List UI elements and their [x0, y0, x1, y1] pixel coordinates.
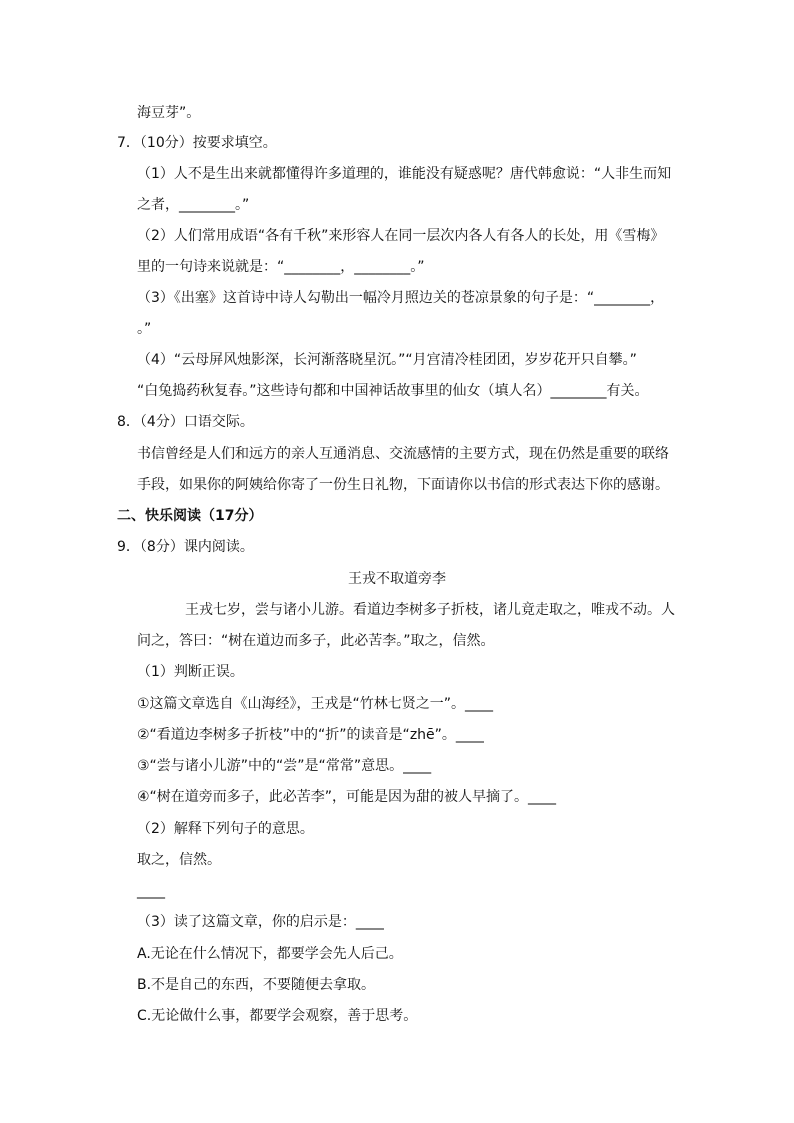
text-line: （2）解释下列句子的意思。 [137, 821, 314, 837]
text-line: （1）判断正误。 [137, 664, 244, 680]
text-line: 里的一句诗来说就是：“________，________。” [137, 259, 425, 275]
text-line: 手段，如果你的阿姨给你寄了一份生日礼物，下面请你以书信的形式表达下你的感谢。 [137, 477, 669, 493]
section-heading: 二、快乐阅读（17分） [117, 508, 263, 524]
text-line: ③“尝与诸小儿游”中的“尝”是“常常”意思。____ [137, 758, 432, 774]
text-line: 海豆芽”。 [137, 105, 201, 121]
question-7-heading: 7．（10分）按要求填空。 [117, 135, 277, 151]
text-line: 书信曾经是人们和远方的亲人互通消息、交流感情的主要方式，现在仍然是重要的联络 [137, 446, 669, 462]
text-line: 。” [137, 321, 152, 337]
text-line: （1）人不是生出来就都懂得许多道理的，谁能没有疑惑呢？唐代韩愈说：“人非生而知 [137, 166, 672, 182]
text-line: （2）人们常用成语“各有千秋”来形容人在同一层次内各人有各人的长处，用《雪梅》 [137, 228, 665, 244]
passage-title: 王戎不取道旁李 [348, 571, 446, 587]
text-line: 取之，信然。 [137, 852, 221, 868]
option-a: A.无论在什么情况下，都要学会先人后己。 [137, 946, 403, 962]
text-line: 之者，________。” [137, 197, 250, 213]
option-b: B.不是自己的东西，不要随便去拿取。 [137, 977, 376, 993]
text-line: ④“树在道旁而多子，此必苦李”，可能是因为甜的被人早摘了。____ [137, 789, 557, 805]
passage-line: 问之，答曰：“树在道边而多子，此必苦李。”取之，信然。 [137, 633, 495, 649]
answer-blank: ____ [137, 883, 165, 899]
text-line: （3）读了这篇文章，你的启示是：____ [137, 914, 384, 930]
passage-line: 王戎七岁，尝与诸小儿游。看道边李树多子折枝，诸儿竟走取之，唯戎不动。人 [185, 602, 675, 618]
question-8-heading: 8．（4分）口语交际。 [117, 414, 254, 430]
question-9-heading: 9．（8分）课内阅读。 [117, 539, 254, 555]
text-line: ①这篇文章选自《山海经》，王戎是“竹林七贤之一”。____ [137, 696, 494, 712]
text-line: “白兔捣药秋复春。”这些诗句都和中国神话故事里的仙女（填人名）________有关。 [137, 383, 649, 399]
text-line: （3）《出塞》这首诗中诗人勾勒出一幅冷月照边关的苍凉景象的句子是：“________， [137, 290, 665, 306]
text-line: （4）“云母屏风烛影深，长河渐落晓星沉。”“月宫清冷桂团团，岁岁花开只自攀。” [137, 352, 637, 368]
option-c: C.无论做什么事，都要学会观察，善于思考。 [137, 1008, 418, 1024]
text-line: ②“看道边李树多子折枝”中的“折”的读音是“zhē”。____ [137, 727, 484, 743]
